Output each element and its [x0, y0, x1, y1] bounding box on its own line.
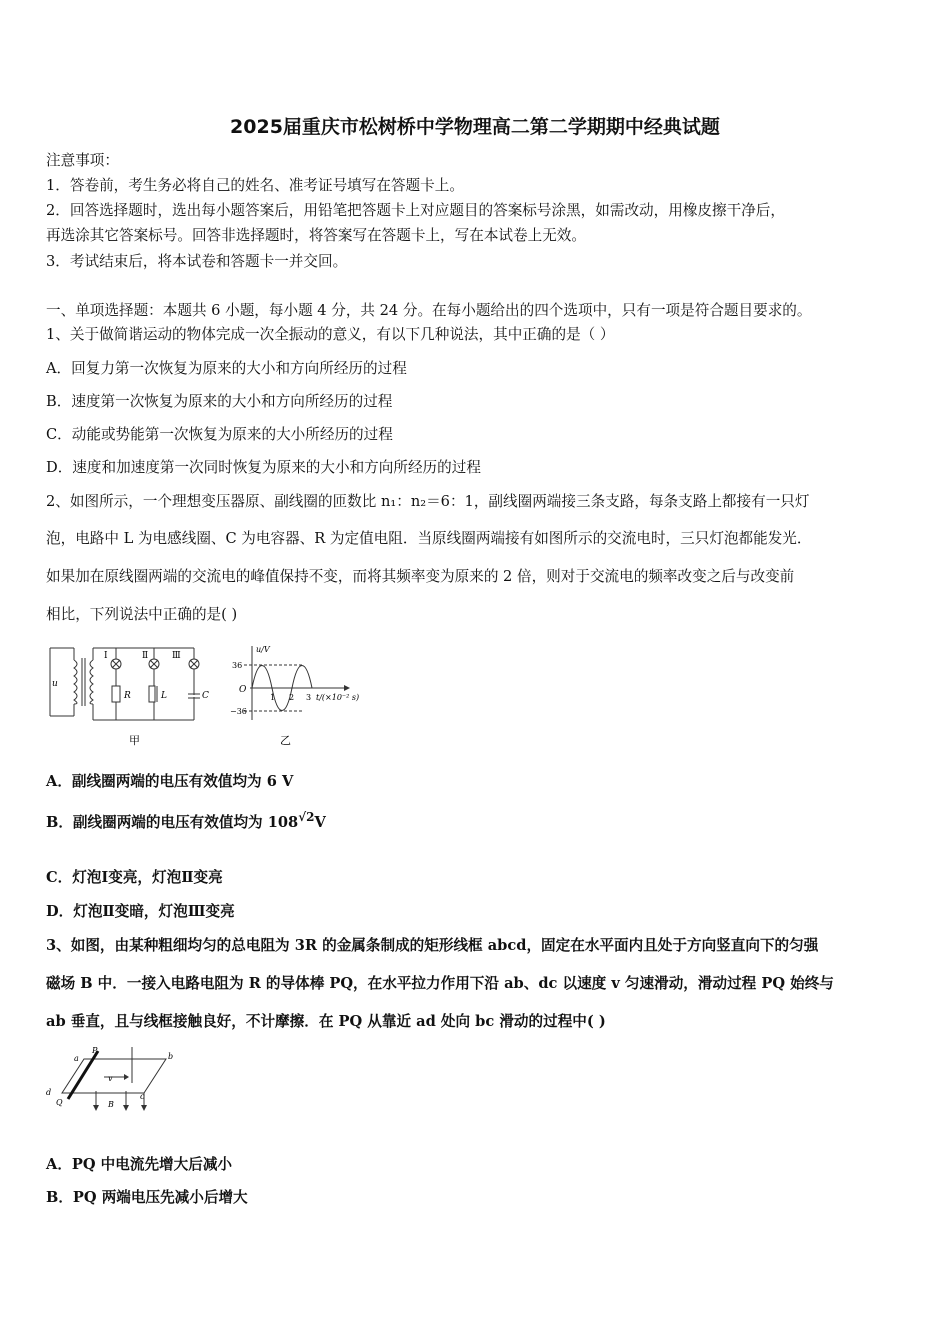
notice-item: 1．答卷前，考生务必将自己的姓名、准考证号填写在答题卡上。 — [46, 177, 464, 194]
question-2-stem-line: 泡，电路中 L 为电感线圈、C 为电容器、R 为定值电阻．当原线圈两端接有如图所示的交流电时，三只灯泡都能发光． — [46, 530, 812, 547]
figure-label: Q — [56, 1098, 63, 1107]
figure-label: v — [108, 1074, 113, 1083]
figure-caption-right: 乙 — [280, 734, 291, 747]
question-2-option-b: B．副线圈两端的电压有效值均为 $108^{√2}V$ — [46, 810, 326, 831]
question-3-stem-line: 3、如图，由某种粗细均匀的总电阻为 3R 的金属条制成的矩形线框 abcd，固定在水平面内且处于方向竖直向下的匀强 — [46, 937, 819, 954]
notice-heading: 注意事项： — [46, 152, 119, 169]
question-3-option-a: A．PQ 中电流先增大后减小 — [46, 1156, 233, 1173]
question-2-stem-line: 2、如图所示，一个理想变压器原、副线圈的匝数比 n₁：n₂＝6：1，副线圈两端接三条支路，每条支路上都接有一只灯 — [46, 493, 810, 510]
graph-tick: 3 — [306, 693, 312, 702]
page-title: 2025届重庆市松树桥中学物理高二第二学期期中经典试题 — [230, 116, 720, 138]
question-1-option-c: C．动能或势能第一次恢复为原来的大小所经历的过程 — [46, 426, 393, 443]
question-2-stem-line: 相比，下列说法中正确的是( ) — [46, 606, 238, 623]
figure-label: L — [161, 691, 167, 701]
question-2-option-a: A．副线圈两端的电压有效值均为 6 V — [46, 773, 294, 790]
figure-label: c — [140, 1092, 145, 1101]
question-3-stem-line: ab 垂直，且与线框接触良好，不计摩擦．在 PQ 从靠近 ad 处向 bc 滑动的过程中( ) — [46, 1013, 606, 1030]
figure-label: R — [124, 691, 131, 701]
transformer-circuit-figure — [44, 640, 384, 750]
figure-label: Ⅱ — [142, 651, 149, 661]
figure-label: u — [52, 679, 58, 689]
question-1-option-a: A．回复力第一次恢复为原来的大小和方向所经历的过程 — [46, 360, 407, 377]
question-1-stem: 1、关于做简谐运动的物体完成一次全振动的意义，有以下几种说法，其中正确的是（ ） — [46, 326, 615, 343]
graph-y-axis-label: u/V — [256, 645, 270, 654]
graph-origin: O — [239, 685, 247, 695]
magnetic-field-frame-figure — [44, 1043, 184, 1119]
question-2-option-c: C．灯泡Ⅰ变亮，灯泡Ⅱ变亮 — [46, 869, 223, 886]
figure-caption-left: 甲 — [129, 734, 140, 747]
question-2-option-d: D．灯泡Ⅱ变暗，灯泡Ⅲ变亮 — [46, 903, 235, 920]
notice-item: 3．考试结束后，将本试卷和答题卡一并交回。 — [46, 253, 348, 270]
graph-y-top: 36 — [232, 661, 243, 670]
section-header: 一、单项选择题：本题共 6 小题，每小题 4 分，共 24 分。在每小题给出的四个选项中，只有一项是符合题目要求的。 — [46, 302, 812, 319]
figure-label: C — [202, 691, 209, 701]
graph-x-axis-label: t/(×10⁻² s) — [316, 693, 360, 702]
figure-label: B — [108, 1100, 114, 1109]
figure-label: P — [92, 1046, 98, 1055]
graph-tick: 1 — [270, 693, 276, 702]
question-3-stem-line: 磁场 B 中．一接入电路电阻为 R 的导体棒 PQ，在水平拉力作用下沿 ab、dc 以速度 v 匀速滑动，滑动过程 PQ 始终与 — [46, 975, 834, 992]
figure-label: Ⅰ — [104, 651, 108, 661]
question-1-option-d: D．速度和加速度第一次同时恢复为原来的大小和方向所经历的过程 — [46, 459, 481, 476]
figure-label: Ⅲ — [172, 651, 181, 661]
question-3-option-b: B．PQ 两端电压先减小后增大 — [46, 1189, 248, 1206]
notice-item: 2．回答选择题时，选出每小题答案后，用铅笔把答题卡上对应题目的答案标号涂黑，如需改动，用橡皮擦干净后， — [46, 202, 785, 219]
figure-label: d — [46, 1088, 52, 1097]
notice-item: 再选涂其它答案标号。回答非选择题时，将答案写在答题卡上，写在本试卷上无效。 — [46, 227, 586, 244]
question-1-option-b: B．速度第一次恢复为原来的大小和方向所经历的过程 — [46, 393, 393, 410]
graph-y-bottom: −36 — [230, 707, 247, 716]
question-2-stem-line: 如果加在原线圈两端的交流电的峰值保持不变，而将其频率变为原来的 2 倍，则对于交流电的频率改变之后与改变前 — [46, 568, 795, 585]
figure-label: b — [168, 1052, 174, 1061]
figure-label: a — [74, 1054, 79, 1063]
graph-tick: 2 — [289, 693, 295, 702]
